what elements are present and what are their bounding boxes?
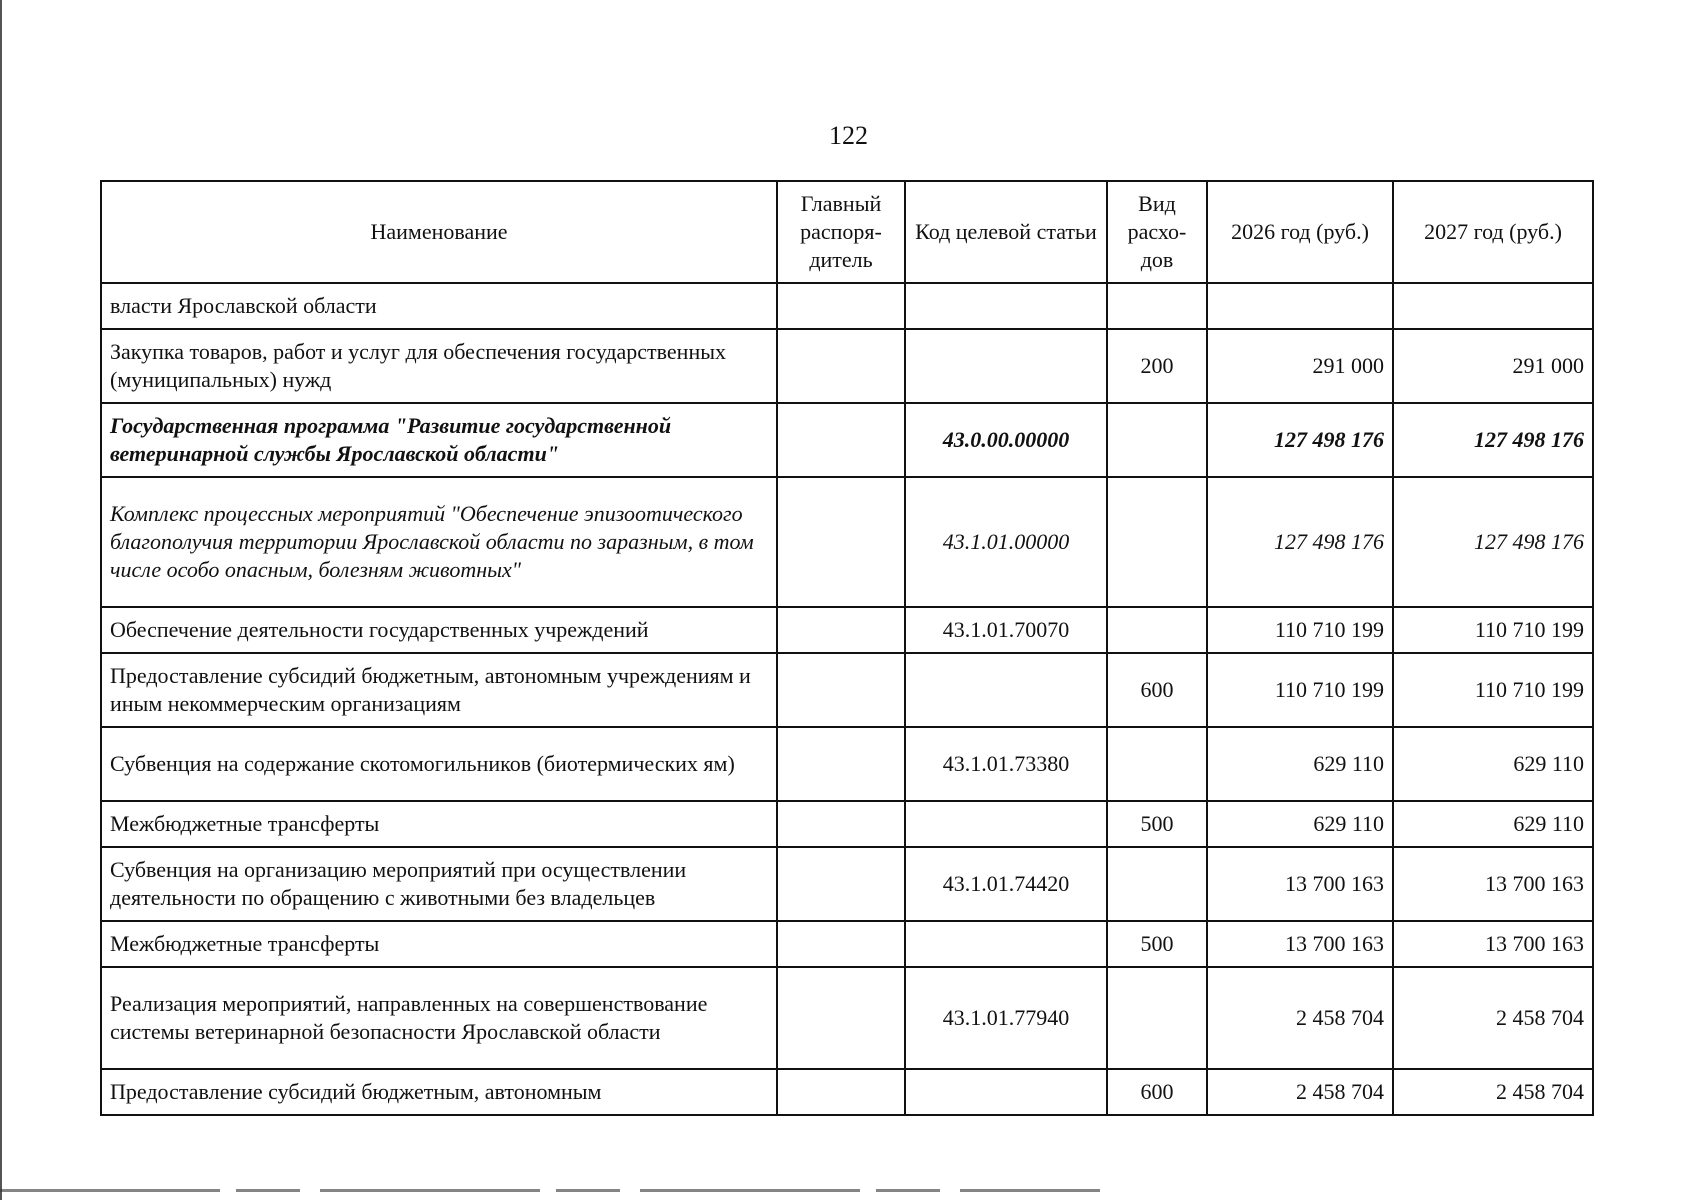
table-header-row [101,181,1593,283]
cell-name: Межбюджетные трансферты [101,801,777,847]
cell-vid: 600 [1107,653,1207,727]
cell-vid [1107,283,1207,329]
table-row [101,921,1593,967]
cell-2026: 629 110 [1207,801,1393,847]
budget-table [100,180,1594,1116]
cell-grbs [777,283,905,329]
cell-grbs [777,1069,905,1115]
cell-code [905,283,1107,329]
table-row [101,847,1593,921]
cell-2027: 2 458 704 [1393,1069,1593,1115]
header-vid: Вид расхо-дов [1107,181,1207,283]
cell-code [905,653,1107,727]
page-number: 122 [829,121,868,150]
cell-grbs [777,921,905,967]
header-code: Код целевой статьи [905,181,1107,283]
cell-2026: 127 498 176 [1207,477,1393,607]
cell-code: 43.1.01.74420 [905,847,1107,921]
cell-2026: 13 700 163 [1207,847,1393,921]
cell-name: Субвенция на содержание скотомогильников (биотермических ям) [101,727,777,801]
cell-code [905,1069,1107,1115]
cell-vid [1107,477,1207,607]
cell-code [905,329,1107,403]
cell-code: 43.1.01.73380 [905,727,1107,801]
cell-code: 43.1.01.00000 [905,477,1107,607]
cell-2027: 291 000 [1393,329,1593,403]
cell-name: Обеспечение деятельности государственных учреждений [101,607,777,653]
cell-grbs [777,967,905,1069]
cell-2026 [1207,283,1393,329]
cell-name: Предоставление субсидий бюджетным, автономным учреждениям и иным некоммерческим организациям [101,653,777,727]
table-row [101,1069,1593,1115]
scan-bottom-edge [0,1189,1100,1192]
cell-2026: 629 110 [1207,727,1393,801]
cell-name: Предоставление субсидий бюджетным, автономным [101,1069,777,1115]
cell-2026: 291 000 [1207,329,1393,403]
cell-name: Закупка товаров, работ и услуг для обеспечения государственных (муниципальных) нужд [101,329,777,403]
cell-2026: 13 700 163 [1207,921,1393,967]
header-2026: 2026 год (руб.) [1207,181,1393,283]
cell-code [905,801,1107,847]
cell-2027: 127 498 176 [1393,403,1593,477]
header-grbs: Главный распоря-дитель [777,181,905,283]
cell-vid [1107,967,1207,1069]
cell-name: власти Ярославской области [101,283,777,329]
cell-vid [1107,607,1207,653]
cell-name: Межбюджетные трансферты [101,921,777,967]
cell-vid: 600 [1107,1069,1207,1115]
cell-2027: 629 110 [1393,801,1593,847]
header-2027: 2027 год (руб.) [1393,181,1593,283]
cell-2027: 13 700 163 [1393,921,1593,967]
cell-2027: 110 710 199 [1393,607,1593,653]
table-body [101,283,1593,1115]
table-row [101,477,1593,607]
scan-left-edge [0,0,2,1200]
cell-2026: 2 458 704 [1207,967,1393,1069]
cell-2026: 127 498 176 [1207,403,1393,477]
cell-grbs [777,727,905,801]
cell-vid: 200 [1107,329,1207,403]
cell-2027: 629 110 [1393,727,1593,801]
cell-vid: 500 [1107,801,1207,847]
table-row [101,283,1593,329]
cell-grbs [777,403,905,477]
table-row [101,727,1593,801]
table-row [101,801,1593,847]
cell-code: 43.1.01.77940 [905,967,1107,1069]
cell-grbs [777,653,905,727]
cell-2027: 13 700 163 [1393,847,1593,921]
table-row [101,329,1593,403]
cell-grbs [777,477,905,607]
table-row [101,403,1593,477]
cell-vid [1107,847,1207,921]
cell-vid [1107,727,1207,801]
cell-2027: 127 498 176 [1393,477,1593,607]
cell-2027: 2 458 704 [1393,967,1593,1069]
cell-name: Субвенция на организацию мероприятий при осуществлении деятельности по обращению с животными без владельцев [101,847,777,921]
table-row [101,967,1593,1069]
cell-grbs [777,801,905,847]
table-row [101,607,1593,653]
cell-vid: 500 [1107,921,1207,967]
cell-2027: 110 710 199 [1393,653,1593,727]
cell-2026: 110 710 199 [1207,607,1393,653]
cell-name: Комплекс процессных мероприятий "Обеспечение эпизоотического благополучия территории Ярославской области по заразным, в том числе особо опасным, болезням животных" [101,477,777,607]
table-row [101,653,1593,727]
cell-vid [1107,403,1207,477]
cell-name: Реализация мероприятий, направленных на совершенствование системы ветеринарной безопасности Ярославской области [101,967,777,1069]
cell-2026: 2 458 704 [1207,1069,1393,1115]
cell-grbs [777,607,905,653]
cell-name: Государственная программа "Развитие государственной ветеринарной службы Ярославской области" [101,403,777,477]
cell-2026: 110 710 199 [1207,653,1393,727]
cell-code: 43.0.00.00000 [905,403,1107,477]
cell-code [905,921,1107,967]
header-name: Наименование [101,181,777,283]
cell-code: 43.1.01.70070 [905,607,1107,653]
cell-grbs [777,329,905,403]
cell-2027 [1393,283,1593,329]
cell-grbs [777,847,905,921]
